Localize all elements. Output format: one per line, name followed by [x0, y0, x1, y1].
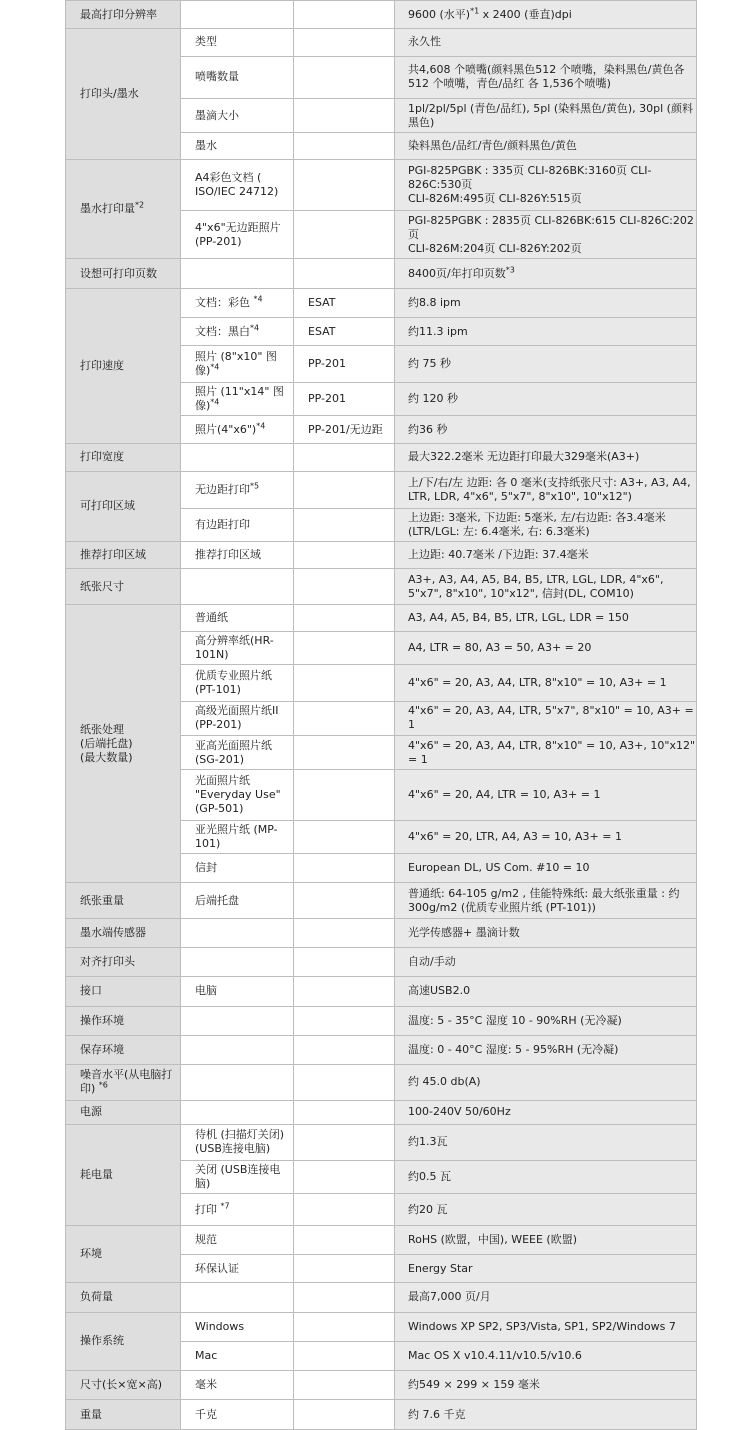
- spec-value: 上/下/右/左 边距: 各 0 毫米(支持纸张尺寸: A3+, A3, A4, LTR, LDR, 4"x6", 5"x7", 8"x10", 10"x12"): [395, 471, 697, 508]
- spec-row: [66, 288, 697, 317]
- spec-row: [66, 1225, 697, 1254]
- spec-subcategory: 高级光面照片纸II (PP-201): [181, 701, 294, 735]
- spec-value: 上边距: 40.7毫米 /下边距: 37.4毫米: [395, 542, 697, 569]
- spec-condition: [294, 133, 395, 159]
- spec-label: 纸张重量: [66, 883, 181, 918]
- spec-label: 对齐打印头: [66, 948, 181, 977]
- spec-value: 温度: 0 - 40°C 湿度: 5 - 95%RH (无冷凝): [395, 1035, 697, 1064]
- spec-value: PGI-825PGBK : 2835页 CLI-826BK:615 CLI-826C:202页 CLI-826M:204页 CLI-826Y:202页: [395, 211, 697, 259]
- spec-subcategory: 千克: [181, 1400, 294, 1430]
- spec-row: [66, 471, 697, 508]
- spec-subcategory: 打印 $^{*7}$: [181, 1194, 294, 1225]
- spec-condition: [294, 736, 395, 770]
- spec-row: [66, 159, 697, 211]
- spec-subcategory: 亚高光面照片纸 (SG-201): [181, 736, 294, 770]
- spec-condition: PP-201: [294, 382, 395, 415]
- spec-subcategory: [181, 1100, 294, 1124]
- spec-row: [66, 1124, 697, 1160]
- spec-row: [66, 918, 697, 947]
- spec-value: 1pl/2pl/5pl (青色/品红), 5pl (染料黑色/黄色), 30pl (颜料黑色): [395, 98, 697, 132]
- spec-subcategory: 光面照片纸 "Everyday Use" (GP-501): [181, 770, 294, 820]
- spec-subcategory: 规范: [181, 1225, 294, 1254]
- spec-value: A3, A4, A5, B4, B5, LTR, LGL, LDR = 150: [395, 604, 697, 631]
- spec-condition: ESAT: [294, 318, 395, 346]
- spec-condition: [294, 1, 395, 29]
- spec-value: 最大322.2毫米 无边距打印最大329毫米(A3+): [395, 444, 697, 471]
- spec-row: [66, 1400, 697, 1430]
- spec-row: [66, 948, 697, 977]
- spec-subcategory: 后端托盘: [181, 883, 294, 918]
- spec-label: 最高打印分辨率: [66, 1, 181, 29]
- spec-condition: [294, 665, 395, 701]
- spec-condition: [294, 508, 395, 541]
- spec-value: 约11.3 ipm: [395, 318, 697, 346]
- spec-value: 9600 (水平)$^{*1}$ x 2400 (垂直)dpi: [395, 1, 697, 29]
- spec-value: 普通纸: 64-105 g/m2 , 佳能特殊纸: 最大纸张重量 : 约 300g/m2 (优质专业照片纸 (PT-101)): [395, 883, 697, 918]
- spec-value: Energy Star: [395, 1255, 697, 1283]
- spec-value: A4, LTR = 80, A3 = 50, A3+ = 20: [395, 632, 697, 665]
- spec-row: [66, 604, 697, 631]
- spec-label: 保存环境: [66, 1035, 181, 1064]
- spec-subcategory: 待机 (扫描灯关闭) (USB连接电脑): [181, 1124, 294, 1160]
- spec-condition: [294, 1400, 395, 1430]
- spec-label: 纸张尺寸: [66, 569, 181, 604]
- spec-value: 高速USB2.0: [395, 977, 697, 1006]
- spec-condition: [294, 883, 395, 918]
- spec-value: 约 45.0 db(A): [395, 1065, 697, 1100]
- spec-row: [66, 542, 697, 569]
- spec-value: 100-240V 50/60Hz: [395, 1100, 697, 1124]
- spec-condition: [294, 1161, 395, 1194]
- spec-label: 墨水打印量$^{*2}$: [66, 159, 181, 259]
- spec-subcategory: A4彩色文档 ( ISO/IEC 24712): [181, 159, 294, 211]
- spec-subcategory: 文档：黑白$^{*4}$: [181, 318, 294, 346]
- spec-subcategory: 关闭 (USB连接电脑): [181, 1161, 294, 1194]
- spec-subcategory: 墨滴大小: [181, 98, 294, 132]
- spec-value: 约1.3瓦: [395, 1124, 697, 1160]
- spec-condition: [294, 1100, 395, 1124]
- spec-subcategory: 类型: [181, 29, 294, 56]
- spec-subcategory: 毫米: [181, 1371, 294, 1400]
- spec-value: 永久性: [395, 29, 697, 56]
- spec-subcategory: 4"x6"无边距照片 (PP-201): [181, 211, 294, 259]
- spec-label: 墨水端传感器: [66, 918, 181, 947]
- spec-value: 约549 × 299 × 159 毫米: [395, 1371, 697, 1400]
- spec-subcategory: [181, 444, 294, 471]
- spec-subcategory: 普通纸: [181, 604, 294, 631]
- spec-subcategory: 亚光照片纸 (MP-101): [181, 820, 294, 853]
- spec-subcategory: 推荐打印区域: [181, 542, 294, 569]
- spec-subcategory: [181, 259, 294, 288]
- spec-value: A3+, A3, A4, A5, B4, B5, LTR, LGL, LDR, 4"x6", 5"x7", 8"x10", 10"x12", 信封(DL, COM10): [395, 569, 697, 604]
- spec-row: [66, 569, 697, 604]
- spec-condition: [294, 1225, 395, 1254]
- spec-subcategory: [181, 1065, 294, 1100]
- spec-condition: [294, 918, 395, 947]
- spec-subcategory: [181, 918, 294, 947]
- spec-label: 打印速度: [66, 288, 181, 443]
- spec-condition: [294, 56, 395, 98]
- spec-condition: [294, 770, 395, 820]
- spec-condition: [294, 820, 395, 853]
- spec-subcategory: 照片(4"x6")$^{*4}$: [181, 415, 294, 443]
- spec-condition: [294, 977, 395, 1006]
- spec-subcategory: 照片 (8"x10" 图像)$^{*4}$: [181, 346, 294, 382]
- spec-subcategory: 电脑: [181, 977, 294, 1006]
- spec-row: [66, 1100, 697, 1124]
- spec-subcategory: 墨水: [181, 133, 294, 159]
- spec-value: Mac OS X v10.4.11/v10.5/v10.6: [395, 1341, 697, 1370]
- spec-row: [66, 883, 697, 918]
- spec-value: 约20 瓦: [395, 1194, 697, 1225]
- spec-condition: [294, 211, 395, 259]
- spec-label: 耗电量: [66, 1124, 181, 1225]
- spec-subcategory: 喷嘴数量: [181, 56, 294, 98]
- spec-condition: [294, 1124, 395, 1160]
- spec-value: 约36 秒: [395, 415, 697, 443]
- spec-subcategory: 高分辨率纸(HR-101N): [181, 632, 294, 665]
- spec-label: 打印头/墨水: [66, 29, 181, 159]
- spec-condition: [294, 1312, 395, 1341]
- spec-value: 4"x6" = 20, LTR, A4, A3 = 10, A3+ = 1: [395, 820, 697, 853]
- spec-condition: [294, 569, 395, 604]
- spec-subcategory: Windows: [181, 1312, 294, 1341]
- spec-label: 环境: [66, 1225, 181, 1283]
- spec-label: 噪音水平(从电脑打印) $^{*6}$: [66, 1065, 181, 1100]
- spec-value: 8400页/年打印页数$^{*3}$: [395, 259, 697, 288]
- spec-row: [66, 1, 697, 29]
- spec-row: [66, 1371, 697, 1400]
- spec-table-body: [66, 1, 697, 1430]
- spec-label: 电源: [66, 1100, 181, 1124]
- spec-value: 4"x6" = 20, A4, LTR = 10, A3+ = 1: [395, 770, 697, 820]
- spec-subcategory: [181, 569, 294, 604]
- spec-condition: [294, 701, 395, 735]
- spec-condition: [294, 632, 395, 665]
- spec-subcategory: 优质专业照片纸 (PT-101): [181, 665, 294, 701]
- spec-condition: [294, 604, 395, 631]
- spec-label: 推荐打印区域: [66, 542, 181, 569]
- spec-value: 共4,608 个喷嘴(颜料黑色512 个喷嘴，染料黑色/黄色各512 个喷嘴，青色/品红 各 1,536个喷嘴): [395, 56, 697, 98]
- spec-subcategory: 文档：彩色 $^{*4}$: [181, 288, 294, 317]
- spec-subcategory: 信封: [181, 854, 294, 883]
- spec-label: 重量: [66, 1400, 181, 1430]
- spec-condition: [294, 1371, 395, 1400]
- spec-label: 纸张处理 (后端托盘) (最大数量): [66, 604, 181, 883]
- spec-subcategory: 照片 (11"x14" 图像)$^{*4}$: [181, 382, 294, 415]
- spec-row: [66, 444, 697, 471]
- spec-value: PGI-825PGBK : 335页 CLI-826BK:3160页 CLI-826C:530页 CLI-826M:495页 CLI-826Y:515页: [395, 159, 697, 211]
- spec-value: 最高7,000 页/月: [395, 1283, 697, 1312]
- spec-condition: [294, 29, 395, 56]
- spec-row: [66, 1065, 697, 1100]
- spec-condition: [294, 259, 395, 288]
- spec-condition: [294, 98, 395, 132]
- spec-subcategory: 有边距打印: [181, 508, 294, 541]
- spec-subcategory: [181, 1006, 294, 1035]
- spec-label: 可打印区域: [66, 471, 181, 542]
- spec-condition: ESAT: [294, 288, 395, 317]
- spec-subcategory: [181, 948, 294, 977]
- spec-condition: [294, 1341, 395, 1370]
- spec-condition: [294, 471, 395, 508]
- spec-value: 约 75 秒: [395, 346, 697, 382]
- spec-value: RoHS (欧盟，中国), WEEE (欧盟): [395, 1225, 697, 1254]
- spec-value: 上边距: 3毫米, 下边距: 5毫米, 左/右边距: 各3.4毫米 (LTR/LGL: 左: 6.4毫米, 右: 6.3毫米): [395, 508, 697, 541]
- spec-condition: [294, 1006, 395, 1035]
- spec-condition: [294, 444, 395, 471]
- spec-condition: PP-201/无边距: [294, 415, 395, 443]
- spec-value: Windows XP SP2, SP3/Vista, SP1, SP2/Windows 7: [395, 1312, 697, 1341]
- spec-condition: PP-201: [294, 346, 395, 382]
- spec-label: 接口: [66, 977, 181, 1006]
- spec-row: [66, 1035, 697, 1064]
- spec-label: 负荷量: [66, 1283, 181, 1312]
- spec-condition: [294, 1255, 395, 1283]
- spec-value: 温度: 5 - 35°C 湿度 10 - 90%RH (无冷凝): [395, 1006, 697, 1035]
- spec-subcategory: [181, 1, 294, 29]
- spec-condition: [294, 159, 395, 211]
- spec-label: 操作系统: [66, 1312, 181, 1371]
- spec-label: 设想可打印页数: [66, 259, 181, 288]
- spec-row: [66, 1283, 697, 1312]
- spec-label: 操作环境: [66, 1006, 181, 1035]
- spec-value: 4"x6" = 20, A3, A4, LTR, 8"x10" = 10, A3+ = 1: [395, 665, 697, 701]
- spec-subcategory: [181, 1283, 294, 1312]
- spec-subcategory: 无边距打印$^{*5}$: [181, 471, 294, 508]
- spec-row: [66, 29, 697, 56]
- spec-value: 约8.8 ipm: [395, 288, 697, 317]
- spec-subcategory: Mac: [181, 1341, 294, 1370]
- spec-condition: [294, 854, 395, 883]
- spec-condition: [294, 1194, 395, 1225]
- spec-value: 约 7.6 千克: [395, 1400, 697, 1430]
- spec-row: [66, 1312, 697, 1341]
- spec-condition: [294, 1035, 395, 1064]
- spec-subcategory: [181, 1035, 294, 1064]
- spec-value: 染料黑色/品红/青色/颜料黑色/黄色: [395, 133, 697, 159]
- spec-subcategory: 环保认证: [181, 1255, 294, 1283]
- spec-value: 自动/手动: [395, 948, 697, 977]
- spec-value: 约 120 秒: [395, 382, 697, 415]
- spec-condition: [294, 1065, 395, 1100]
- spec-condition: [294, 1283, 395, 1312]
- spec-value: 光学传感器+ 墨滴计数: [395, 918, 697, 947]
- spec-label: 尺寸(长×宽×高): [66, 1371, 181, 1400]
- spec-condition: [294, 542, 395, 569]
- spec-row: [66, 977, 697, 1006]
- spec-label: 打印宽度: [66, 444, 181, 471]
- spec-row: [66, 1006, 697, 1035]
- spec-row: [66, 259, 697, 288]
- spec-condition: [294, 948, 395, 977]
- spec-value: 约0.5 瓦: [395, 1161, 697, 1194]
- spec-value: 4"x6" = 20, A3, A4, LTR, 5"x7", 8"x10" = 10, A3+ = 1: [395, 701, 697, 735]
- spec-value: 4"x6" = 20, A3, A4, LTR, 8"x10" = 10, A3+, 10"x12" = 1: [395, 736, 697, 770]
- spec-table: [65, 0, 697, 1430]
- spec-value: European DL, US Com. #10 = 10: [395, 854, 697, 883]
